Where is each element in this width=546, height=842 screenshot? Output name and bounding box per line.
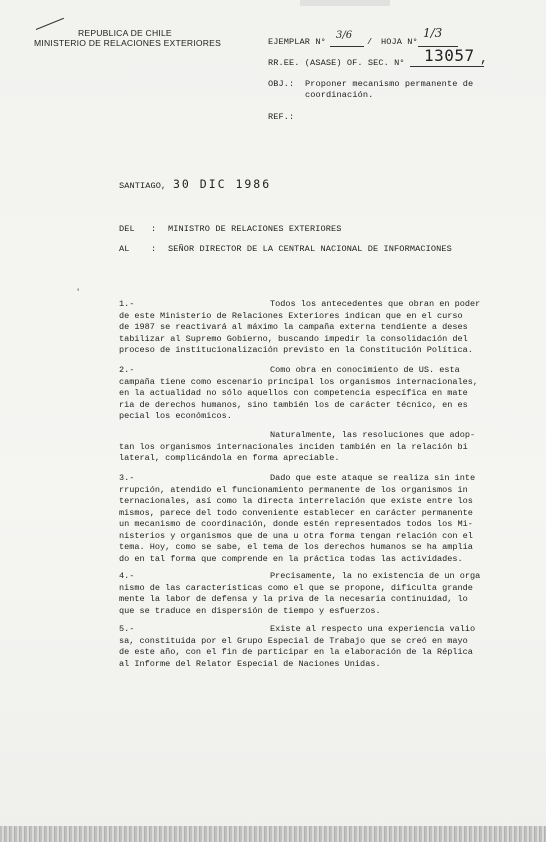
- al-value: SEÑOR DIRECTOR DE LA CENTRAL NACIONAL DE INFORMACIONES: [168, 244, 452, 254]
- rree-underline: [410, 66, 484, 67]
- paragraph-line: proceso de institucionalización previsto en la Constitución Política.: [119, 345, 473, 355]
- paragraph-1: [119, 299, 491, 357]
- date-city: SANTIAGO,: [119, 181, 167, 191]
- paragraph-number: 1.-: [119, 299, 135, 309]
- paragraph-line: pecial los económicos.: [119, 411, 232, 421]
- paragraph-number: 5.-: [119, 624, 135, 634]
- rree-slash: ,: [480, 51, 488, 66]
- scan-edge-top: [300, 0, 390, 6]
- del-value: MINISTRO DE RELACIONES EXTERIORES: [168, 224, 342, 234]
- ref-label: REF.:: [268, 112, 295, 122]
- del-label: DEL: [119, 224, 135, 234]
- paragraph-line: nisterios y organismos que de una u otra forma tengan relación con el: [119, 530, 473, 541]
- paragraph-line: campaña tiene como escenario principal los organismos internacionales,: [119, 376, 479, 387]
- margin-mark: ': [76, 289, 81, 297]
- paragraph-line: Precisamente, la no existencia de un orga: [270, 571, 481, 581]
- letterhead-country: REPUBLICA DE CHILE: [78, 28, 172, 38]
- obj-line-2: coordinación.: [305, 90, 374, 100]
- rree-label: RR.EE. (ASASE) OF. SEC. N°: [268, 58, 405, 68]
- paragraph-line: de este año, con el fin de participar en la elaboración de la Réplica: [119, 647, 473, 657]
- paragraph-line: tabilizar al Supremo Gobierno, buscando impedir la consolidación del: [119, 333, 468, 344]
- paragraph-line: Naturalmente, las resoluciones que adop-: [270, 430, 476, 440]
- ejemplar-value: 3/6: [336, 30, 353, 41]
- paragraph-line: tema. Hoy, como se sabe, el tema de los derechos humanos se ha amplia: [119, 542, 473, 552]
- paragraph-line: Dado que este ataque se realiza sin inte: [270, 473, 476, 483]
- hoja-value: 1/3: [423, 26, 443, 40]
- paragraph-line: do en tal forma que comprende en la práctica todas las actividades.: [119, 553, 463, 564]
- paragraph-line: al Informe del Relator Especial de Naciones Unidas.: [119, 658, 381, 669]
- paragraph-number: 3.-: [119, 473, 135, 483]
- paragraph-line: un mecanismo de coordinación, donde estén representados todos los Mi-: [119, 519, 473, 529]
- paragraph-line: en la actualidad no sólo aquellos con competencia específica en mate: [119, 388, 468, 398]
- al-separator: :: [151, 244, 157, 254]
- paragraph-line: Como obra en conocimiento de US. esta: [270, 365, 460, 375]
- paragraph-line: mente la labor de defensa y la priva de la necesaria continuidad, lo: [119, 594, 468, 604]
- paragraph-line: ternacionales, así como la directa interrelación que existe entre los: [119, 496, 473, 506]
- paragraph-number: 4.-: [119, 571, 135, 581]
- rree-number: 13057: [424, 46, 475, 65]
- paragraph-2b: [119, 430, 491, 465]
- letterhead-mark: [36, 18, 64, 30]
- paragraph-line: que se traduce en dispersión de tiempo y esfuerzos.: [119, 605, 381, 616]
- paragraph-line: tan los organismos internacionales inciden también en la relación bi: [119, 441, 468, 452]
- paragraph-line: Todos los antecedentes que obran en poder: [270, 299, 481, 309]
- paragraph-line: de 1987 se reactivará al máximo la campaña externa tendiente a deses: [119, 322, 468, 332]
- ejemplar-underline: [330, 46, 364, 47]
- paragraph-3: [119, 473, 491, 565]
- ejemplar-label: EJEMPLAR N°: [268, 37, 326, 47]
- paragraph-line: de este Ministerio de Relaciones Exteriores indican que en el curso: [119, 310, 463, 321]
- obj-label: OBJ.:: [268, 79, 295, 89]
- paragraph-2: [119, 365, 491, 423]
- paragraph-line: nismo de las características como el que se propone, dificulta grande: [119, 582, 473, 593]
- letterhead-ministry: MINISTERIO DE RELACIONES EXTERIORES: [34, 38, 222, 48]
- paragraph-line: ria de derechos humanos, sino también los de carácter técnico, en es: [119, 399, 468, 410]
- al-label: AL: [119, 244, 130, 254]
- paragraph-line: mismos, parece del todo conveniente establecer en carácter permanente: [119, 507, 473, 518]
- paragraph-number: 2.-: [119, 365, 135, 375]
- hoja-label: HOJA N°: [381, 37, 418, 47]
- obj-line-1: Proponer mecanismo permanente de: [305, 79, 474, 89]
- del-separator: :: [151, 224, 157, 234]
- paragraph-line: Existe al respecto una experiencia valio: [270, 624, 476, 634]
- ejemplar-separator: /: [367, 37, 373, 47]
- paragraph-line: sa, constituida por el Grupo Especial de Trabajo que se creó en mayo: [119, 635, 468, 646]
- scan-edge-bottom: [0, 826, 546, 842]
- paragraph-line: lateral, complicándola en forma apreciable.: [119, 453, 340, 463]
- paragraph-line: rrupción, atendido el funcionamiento permanente de los organismos in: [119, 484, 468, 495]
- paragraph-4: [119, 571, 491, 617]
- paragraph-5: [119, 624, 491, 670]
- date-stamp: 30 DIC 1986: [173, 177, 272, 191]
